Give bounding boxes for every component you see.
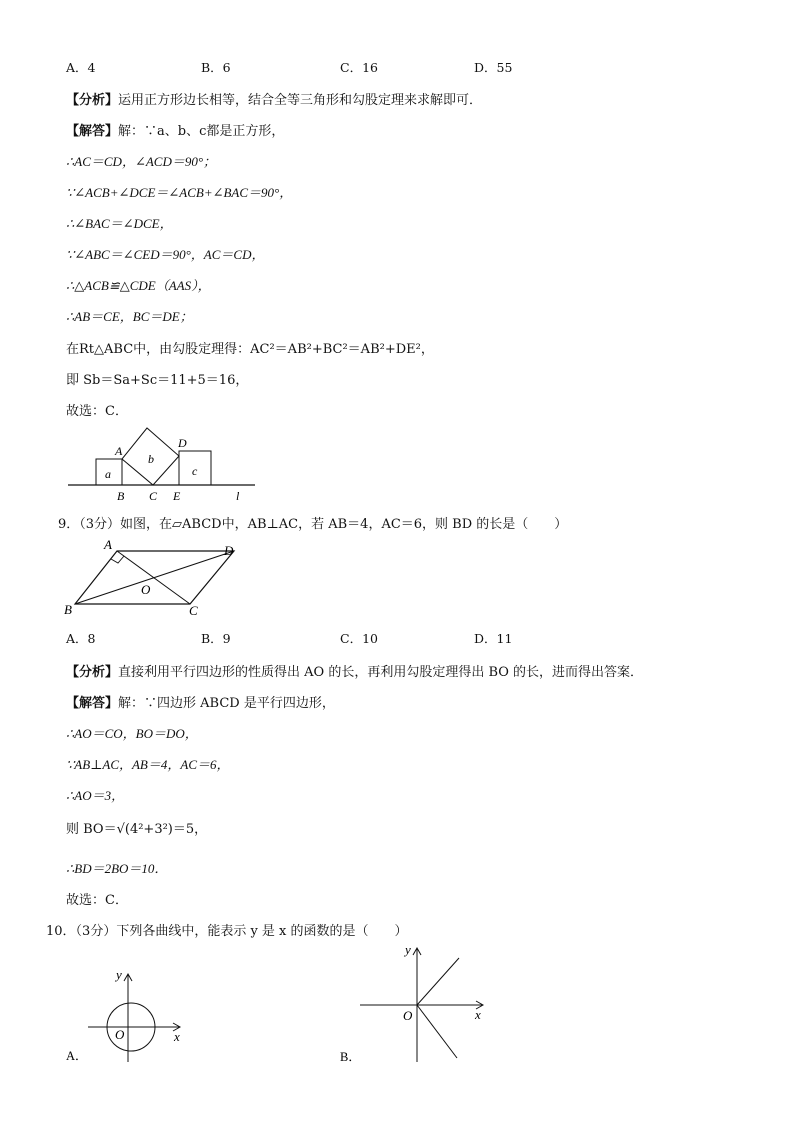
option-label: A． [66,1049,88,1063]
label-D: D [224,543,234,558]
q9-option-d: D．11 [474,631,513,646]
label-O: O [141,582,151,597]
label-B: B [64,602,72,617]
diagonal-bd [75,551,234,604]
label-a: a [105,467,111,481]
solution-step: 故选：C． [66,893,128,908]
q10-question: 10．（3分）下列各曲线中，能表示 y 是 x 的函数的是（ ） [46,924,408,939]
axis-label-y: y [405,942,411,957]
axis-label-y: y [116,967,122,982]
origin-label: O [115,1027,125,1042]
label-c: c [192,464,198,478]
label-A: A [115,444,123,458]
solution-step: ∴AB＝CE，BC＝DE； [66,309,193,324]
lower-ray [417,1005,457,1058]
q9-analysis [66,661,643,680]
q9-option-c: C．10 [340,631,378,646]
label-C: C [149,489,158,503]
figure-v-graph [335,940,495,1065]
q9-question: 9．（3分）如图，在▱ABCD中，AB⊥AC，若 AB＝4，AC＝6，则 BD 的长是（ ） [58,517,568,532]
upper-ray [417,958,459,1005]
solution-tag: 【解答】 [66,696,119,711]
label-b: b [148,452,154,466]
analysis-tag: 【分析】 [66,93,119,108]
solution-step: 则 BO＝√(4²+3²)＝5， [66,822,208,837]
solution-step: ∴△ACB≌△CDE（AAS）， [66,278,211,293]
figure-parallelogram [60,535,250,625]
q9-solution-line [66,692,335,711]
q8-option-a: A．4 [66,60,96,75]
solution-step: 在Rt△ABC中，由勾股定理得：AC²＝AB²+BC²＝AB²+DE²， [66,342,434,357]
q9-option-a: A．8 [66,631,96,646]
q8-solution-line [66,120,284,139]
label-l: l [236,489,240,503]
analysis-tag: 【分析】 [66,665,119,680]
label-A: A [104,537,112,552]
solution-step: ∴BD＝2BO＝10． [66,861,168,876]
q8-option-d: D．55 [474,60,513,75]
solution-step: 故选：C． [66,404,128,419]
solution-step: ∵∠ABC＝∠CED＝90°，AC＝CD， [66,247,265,262]
solution-step: ∵∠ACB+∠DCE＝∠ACB+∠BAC＝90°， [66,185,293,200]
q8-option-b: B．6 [201,60,231,75]
solution-step: ∴AC＝CD，∠ACD＝90°； [66,154,217,169]
figure-squares [60,420,270,505]
figure-circle-graph [60,962,200,1072]
solution-step: 解：∵a、b、c都是正方形， [118,124,285,139]
q8-option-c: C．16 [340,60,378,75]
label-C: C [189,603,198,618]
solution-step: ∴AO＝3， [66,788,125,803]
solution-step: ∴∠BAC＝∠DCE， [66,216,173,231]
label-E: E [173,489,181,503]
solution-step: 即 Sb＝Sa+Sc＝11+5＝16， [66,373,249,388]
solution-step: ∵AB⊥AC，AB＝4，AC＝6， [66,757,230,772]
axis-label-x: x [174,1029,180,1044]
label-B: B [117,489,125,503]
analysis-text: 运用正方形边长相等，结合全等三角形和勾股定理来求解即可． [118,93,483,108]
q8-analysis [66,89,482,108]
q9-option-b: B．9 [201,631,231,646]
origin-label: O [403,1008,413,1023]
label-D: D [178,436,187,450]
analysis-text: 直接利用平行四边形的性质得出 AO 的长，再利用勾股定理得出 BO 的长，进而得出答案． [118,665,644,680]
option-label: B． [340,1050,361,1064]
solution-step: 解：∵四边形 ABCD 是平行四边形， [118,696,335,711]
axis-label-x: x [475,1007,481,1022]
solution-step: ∴AO＝CO，BO＝DO， [66,726,198,741]
solution-tag: 【解答】 [66,124,119,139]
